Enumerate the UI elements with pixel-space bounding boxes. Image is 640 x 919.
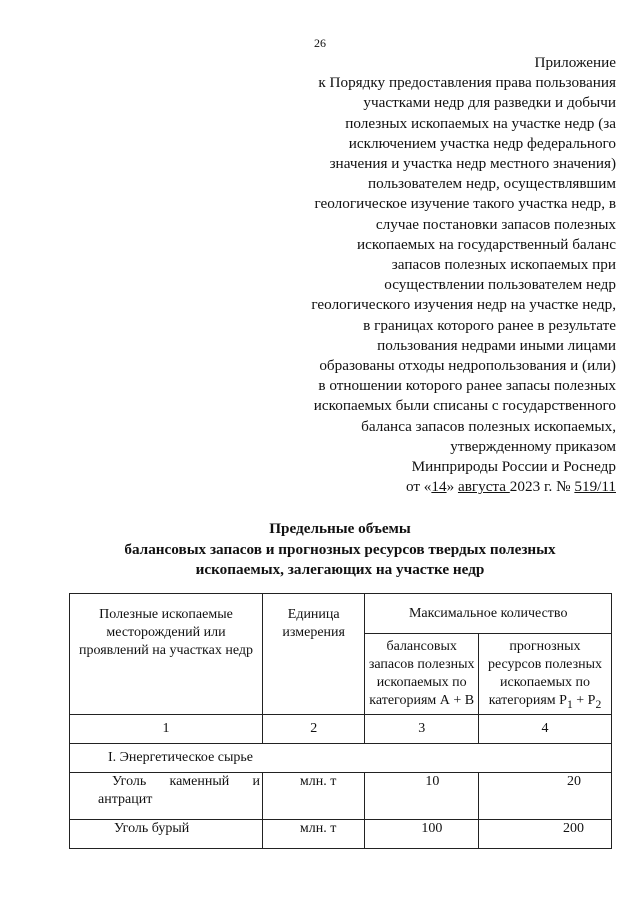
col-number-3: 3 [365,714,479,743]
appendix-line: Минприроды России и Роснедр [411,458,616,476]
balance-value: 100 [365,819,479,848]
balance-value: 10 [365,772,479,819]
header-unit: Единица измерения [263,594,365,715]
appendix-line: исключением участка недр федерального [348,134,616,152]
forecast-value: 20 [478,772,611,819]
appendix-line: полезных ископаемых на участке недр (за [345,114,616,132]
title-line: балансовых запасов и прогнозных ресурсов твердых полезных [124,540,556,558]
appendix-line: образованы отходы недропользования и (или) [319,357,616,375]
section-heading: I. Энергетическое сырье [70,743,612,772]
appendix-line: случае постановки запасов полезных [375,215,616,233]
order-mid: » [446,478,458,496]
appendix-line: пользования недрами иными лицами [377,336,616,354]
title-line: ископаемых, залегающих на участке недр [195,561,485,578]
appendix-line: пользователем недр, осуществлявшим [368,175,616,193]
col-number-4: 4 [478,714,611,743]
appendix-line: в отношении которого ранее запасы полезных [318,377,616,395]
appendix-line: утвержденному приказом [450,437,616,455]
header-mineral: Полезные ископаемые месторождений или проявлений на участках недр [70,594,263,715]
header-forecast-text: прогнозных ресурсов полезных ископаемых по категориям Р [487,639,602,708]
unit-value: млн. т [263,772,365,819]
appendix-block [256,53,616,497]
header-max-quantity: Максимальное количество [365,594,612,634]
page-number: 26 [314,36,326,50]
appendix-line: геологического изучения недр на участке недр, [311,296,616,314]
order-prefix: от « [405,478,432,496]
mineral-name-text: Уголь каменный и антрацит [98,773,260,807]
table-row [70,819,612,848]
unit-value: млн. т [263,819,365,848]
order-month: августа [457,478,510,496]
table-row [70,772,612,819]
header-balance-reserves: балансовых запасов полезных ископаемых по категориям А + В [365,634,479,715]
appendix-line: Приложение [534,54,616,71]
appendix-line: ископаемых на государственный баланс [357,235,616,253]
appendix-line: к Порядку предоставления права пользования [318,74,616,92]
appendix-line: в границах которого ранее в результате [363,316,616,334]
header-forecast-sub1: 1 [566,697,573,711]
appendix-line: ископаемых были списаны с государственного [313,397,616,415]
appendix-line: осуществлении пользователем недр [384,276,616,294]
header-forecast-plus: + Р [572,693,596,708]
header-forecast-sub2: 2 [595,697,602,711]
col-number-1: 1 [70,714,263,743]
order-year: 2023 г. № [509,478,575,496]
forecast-value: 200 [478,819,611,848]
mineral-name [70,772,263,819]
limits-table [69,593,612,849]
order-day: 14 [431,478,447,496]
col-number-2: 2 [263,714,365,743]
header-forecast-resources [478,634,611,715]
order-reference [256,477,616,497]
appendix-line: геологическое изучение такого участка недр, в [314,195,616,213]
appendix-line: баланса запасов полезных ископаемых, [361,417,616,435]
order-number: 519/11 [574,478,616,496]
mineral-name: Уголь бурый [70,819,263,848]
appendix-line: значения и участка недр местного значения) [329,155,616,173]
appendix-line: запасов полезных ископаемых при [391,256,616,274]
document-title [40,519,640,581]
appendix-line: участками недр для разведки и добычи [363,94,616,112]
title-line: Предельные объемы [269,520,411,537]
